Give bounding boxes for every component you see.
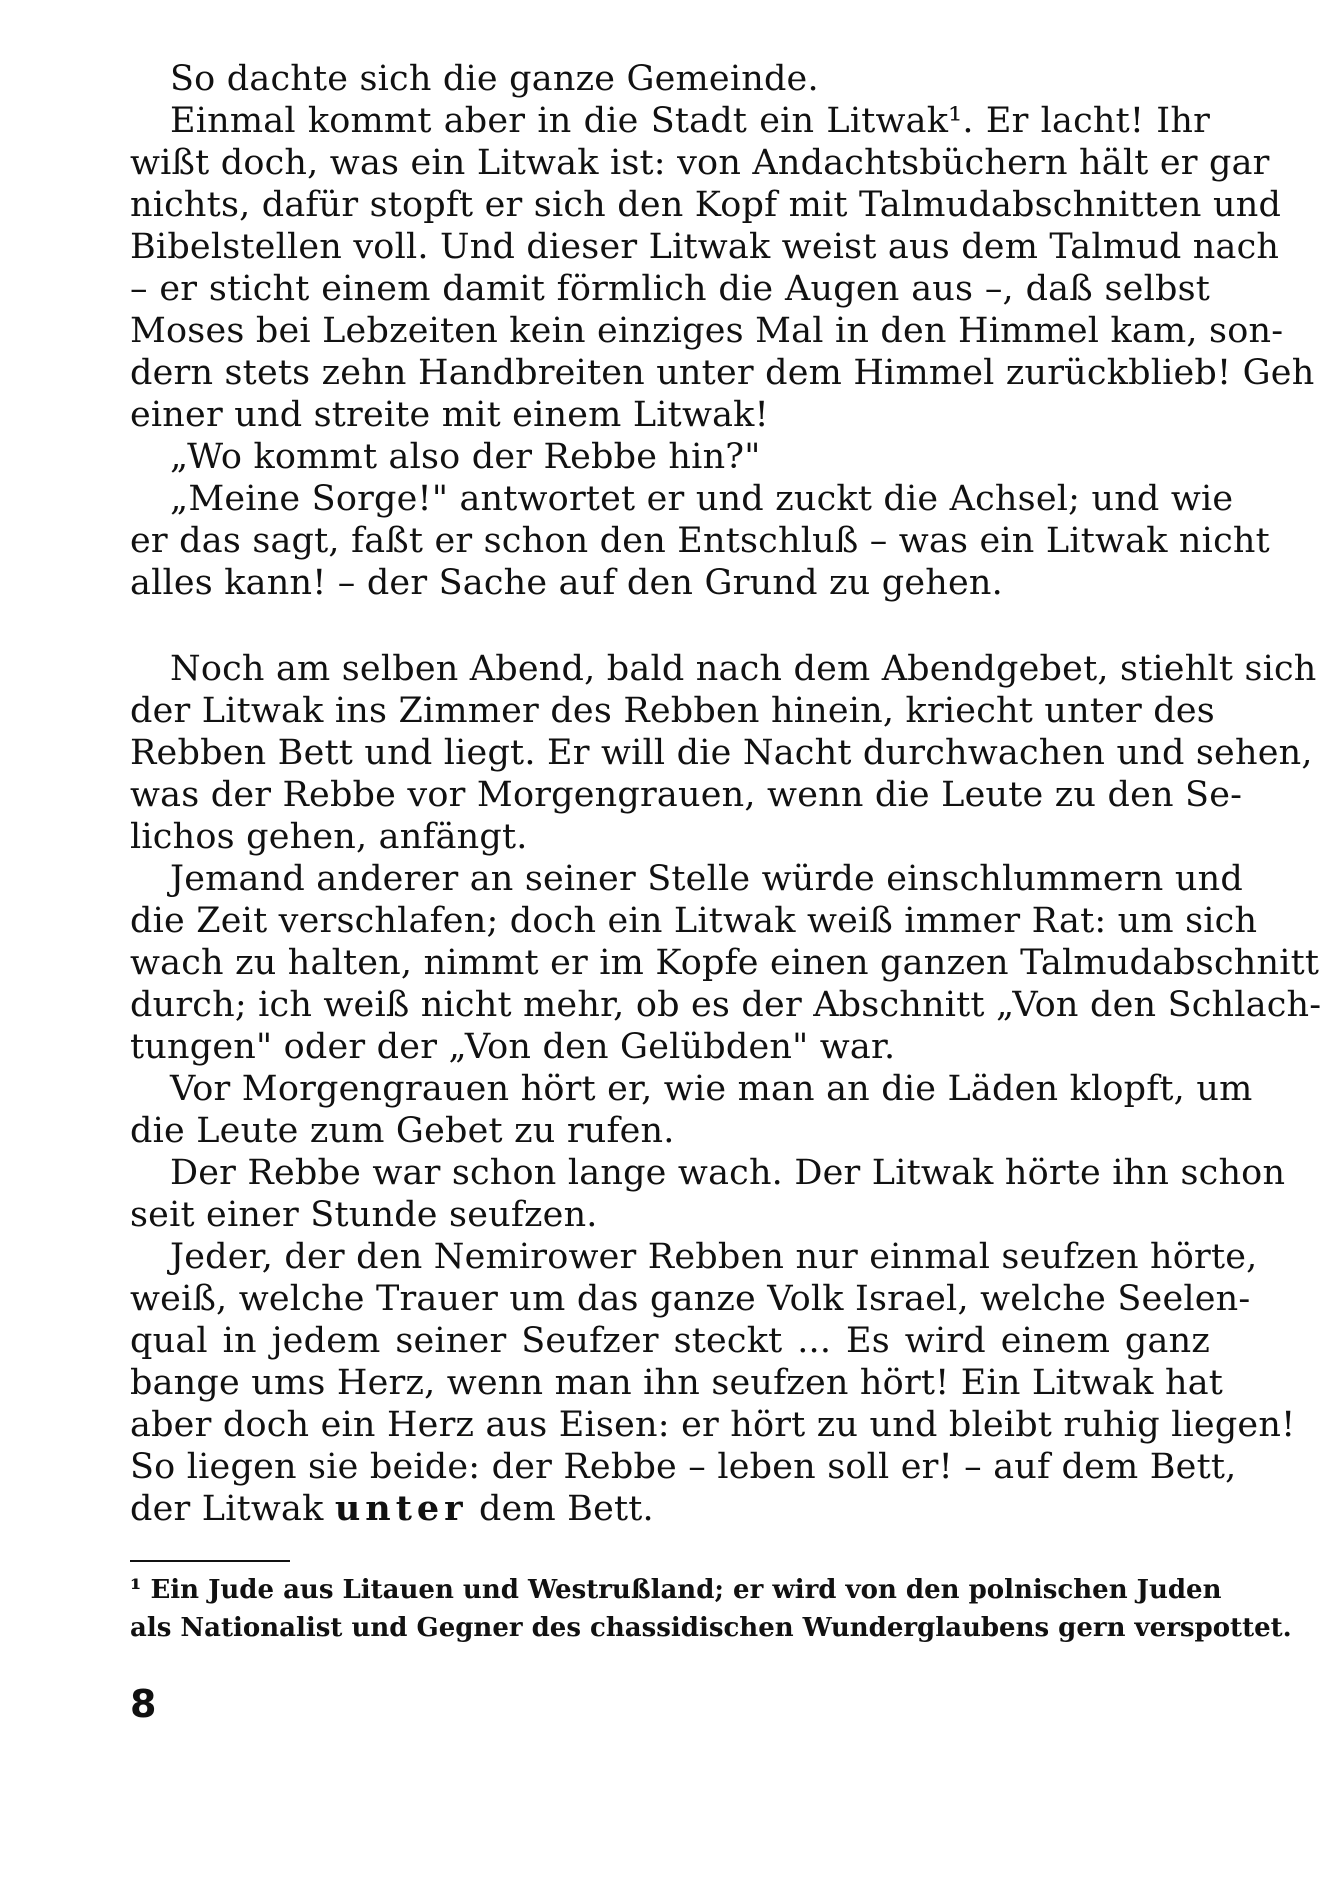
text-line: Vor Morgengrauen hört er, wie man an die Läden klopft, um — [170, 1069, 1253, 1109]
text-line: Jeder, der den Nemirower Rebben nur einmal seufzen hörte, — [170, 1237, 1258, 1277]
text-line: qual in jedem seiner Seufzer steckt ... Es wird einem ganz — [130, 1321, 1210, 1361]
text-line: weiß, welche Trauer um das ganze Volk Israel, welche Seelen- — [130, 1279, 1251, 1319]
emphasized-word: unter — [334, 1488, 468, 1529]
text-line: der Litwak ins Zimmer des Rebben hinein, kriecht unter des — [130, 691, 1215, 731]
text-line: nichts, dafür stopft er sich den Kopf mit Talmudabschnitten und — [130, 185, 1282, 225]
text-line: „Meine Sorge!" antwortet er und zuckt die Achsel; und wie — [170, 479, 1234, 519]
footnote-separator — [130, 1560, 290, 1562]
text-line: Einmal kommt aber in die Stadt ein Litwak¹. Er lacht! Ihr — [170, 101, 1210, 141]
text-line: – er sticht einem damit förmlich die Augen aus –, daß selbst — [130, 269, 1210, 309]
text-line: alles kann! – der Sache auf den Grund zu gehen. — [130, 563, 1003, 603]
text-line: Bibelstellen voll. Und dieser Litwak weist aus dem Talmud nach — [130, 227, 1280, 267]
text-line: Der Rebbe war schon lange wach. Der Litwak hörte ihn schon — [170, 1153, 1286, 1193]
text-line: wach zu halten, nimmt er im Kopfe einen ganzen Talmudabschnitt — [130, 943, 1320, 983]
text-line: „Wo kommt also der Rebbe hin?" — [170, 437, 761, 477]
text-line: was der Rebbe vor Morgengrauen, wenn die Leute zu den Se- — [130, 775, 1243, 815]
text-line: die Zeit verschlafen; doch ein Litwak weiß immer Rat: um sich — [130, 901, 1258, 941]
main-text — [130, 0, 1322, 1720]
text-fragment: dem Bett. — [467, 1489, 654, 1529]
text-line: lichos gehen, anfängt. — [130, 817, 528, 857]
footnote-line: ¹ Ein Jude aus Litauen und Westrußland; er wird von den polnischen Juden — [130, 1575, 1222, 1605]
text-line: er das sagt, faßt er schon den Entschluß – was ein Litwak nicht — [130, 521, 1270, 561]
text-line: Jemand anderer an seiner Stelle würde einschlummern und — [170, 859, 1243, 899]
text-line: Moses bei Lebzeiten kein einziges Mal in den Himmel kam, son- — [130, 311, 1284, 351]
text-line: einer und streite mit einem Litwak! — [130, 395, 769, 435]
text-line: die Leute zum Gebet zu rufen. — [130, 1111, 675, 1151]
text-line: aber doch ein Herz aus Eisen: er hört zu und bleibt ruhig liegen! — [130, 1405, 1296, 1445]
text-line: Rebben Bett und liegt. Er will die Nacht durchwachen und sehen, — [130, 733, 1313, 773]
text-line: So liegen sie beide: der Rebbe – leben soll er! – auf dem Bett, — [130, 1447, 1237, 1487]
text-line-last — [130, 1486, 654, 1532]
page-number: 8 — [130, 1682, 157, 1726]
text-line: wißt doch, was ein Litwak ist: von Andachtsbüchern hält er gar — [130, 143, 1270, 183]
text-line: seit einer Stunde seufzen. — [130, 1195, 598, 1235]
footnote-line: als Nationalist und Gegner des chassidischen Wunderglaubens gern verspottet. — [130, 1613, 1292, 1643]
text-line: tungen" oder der „Von den Gelübden" war. — [130, 1027, 896, 1067]
text-line: durch; ich weiß nicht mehr, ob es der Abschnitt „Von den Schlach- — [130, 985, 1322, 1025]
text-line: Noch am selben Abend, bald nach dem Abendgebet, stiehlt sich — [170, 649, 1317, 689]
text-line: bange ums Herz, wenn man ihn seufzen hört! Ein Litwak hat — [130, 1363, 1224, 1403]
text-line: dern stets zehn Handbreiten unter dem Himmel zurückblieb! Geh — [130, 353, 1315, 393]
text-line: So dachte sich die ganze Gemeinde. — [170, 59, 819, 99]
text-fragment: der Litwak — [130, 1489, 335, 1529]
